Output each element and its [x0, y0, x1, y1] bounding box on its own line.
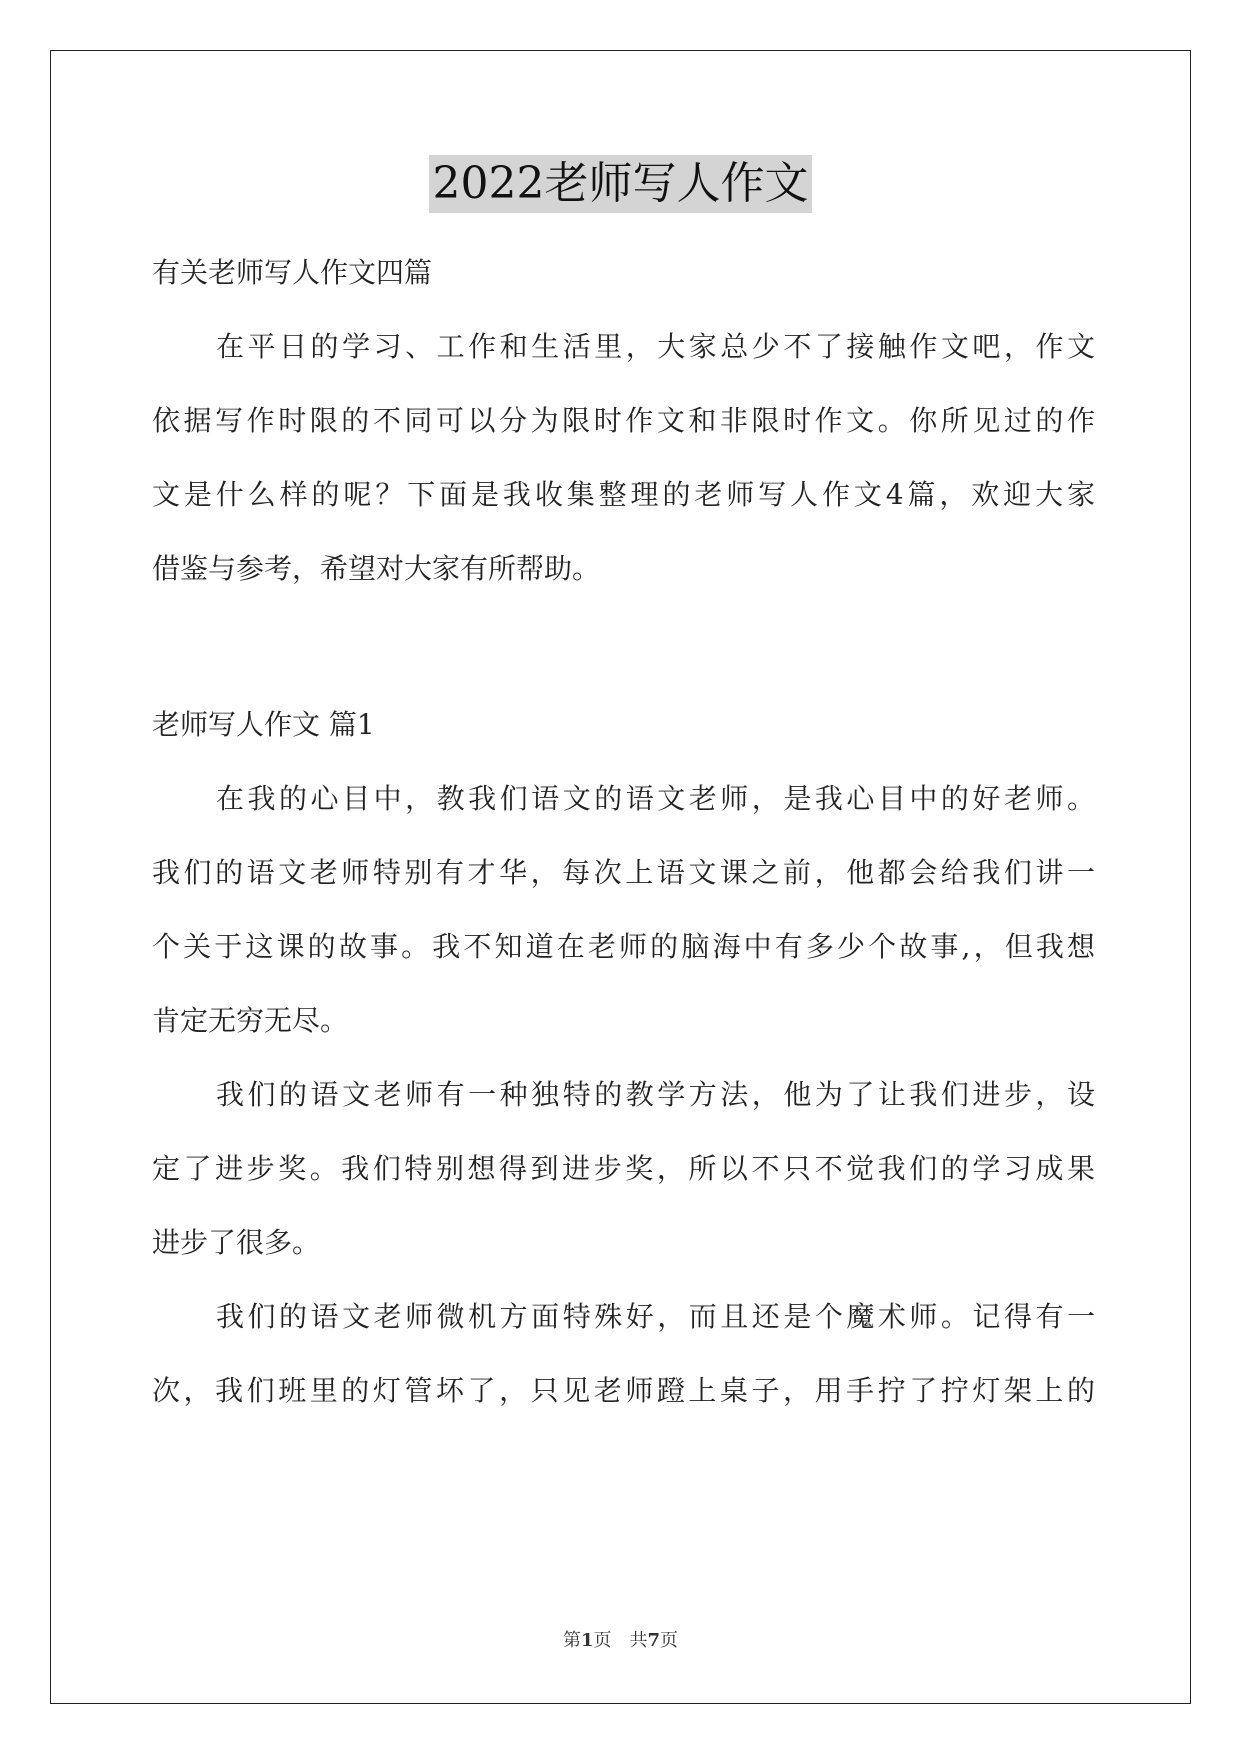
title-container [0, 155, 1241, 213]
intro-line: 依据写作时限的不同可以分为限时作文和非限时作文。你所见过的作 [152, 404, 1095, 437]
page-mid: 页 共 [593, 1630, 648, 1651]
total-pages-number: 7 [647, 1630, 661, 1651]
paragraph-line: 我们的语文老师微机方面特殊好，而且还是个魔术师。记得有一 [216, 1300, 1095, 1333]
paragraph-line: 个关于这课的故事。我不知道在老师的脑海中有多少个故事,，但我想 [152, 930, 1095, 963]
paragraph-line: 我们的语文老师特别有才华，每次上语文课之前，他都会给我们讲一 [152, 856, 1095, 889]
page-footer [0, 1629, 1241, 1653]
paragraph-line: 次，我们班里的灯管坏了，只见老师蹬上桌子，用手拧了拧灯架上的 [152, 1374, 1095, 1407]
paragraph-line: 进步了很多。 [152, 1226, 321, 1259]
paragraph-line: 我们的语文老师有一种独特的教学方法，他为了让我们进步，设 [216, 1078, 1095, 1111]
document-title: 2022老师写人作文 [429, 155, 813, 213]
current-page-number: 1 [580, 1630, 594, 1651]
page-suffix: 页 [660, 1630, 679, 1651]
document-body [152, 236, 1095, 1428]
paragraph-line: 在我的心目中，教我们语文的语文老师，是我心目中的好老师。 [216, 782, 1095, 815]
page-prefix: 第 [562, 1630, 581, 1651]
section-heading: 老师写人作文 篇1 [152, 708, 375, 741]
paragraph-line: 肯定无穷无尽。 [152, 1004, 349, 1037]
intro-line: 借鉴与参考，希望对大家有所帮助。 [152, 552, 601, 585]
section-spacer [152, 606, 1095, 688]
paragraph-line: 定了进步奖。我们特别想得到进步奖，所以不只不觉我们的学习成果 [152, 1152, 1095, 1185]
intro-line: 文是什么样的呢？下面是我收集整理的老师写人作文4篇，欢迎大家 [152, 478, 1095, 511]
intro-line: 在平日的学习、工作和生活里，大家总少不了接触作文吧，作文 [216, 330, 1095, 363]
subtitle: 有关老师写人作文四篇 [152, 256, 433, 289]
